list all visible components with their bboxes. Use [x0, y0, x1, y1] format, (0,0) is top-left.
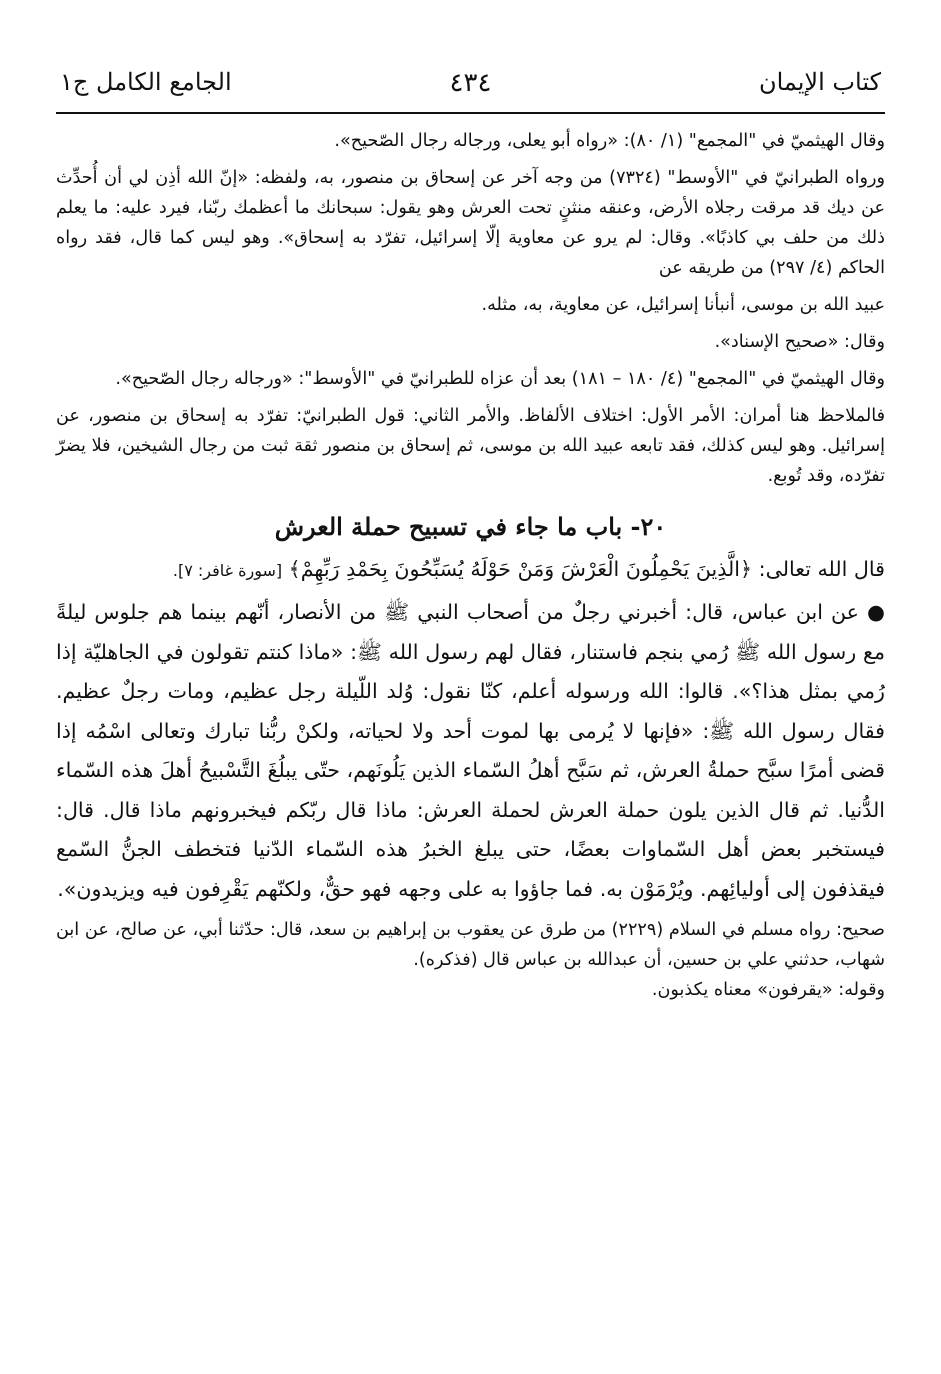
- paragraph-takhrij: صحيح: رواه مسلم في السلام (٢٢٢٩) من طرق عن يعقوب بن إبراهيم بن سعد، قال: حدّثنا أبي، عن صالح، عن ابن شهاب، حدثني علي بن حسين، أن عبدالله بن عباس قال (فذكره).: [56, 920, 885, 970]
- quran-verse-reference: [سورة غافر: ٧].: [172, 561, 283, 580]
- header-book-title: كتاب الإيمان: [758, 68, 881, 96]
- page-body: [56, 126, 885, 1005]
- paragraph-haythami-2: وقال الهيثميّ في "المجمع" (٤/ ١٨٠ – ١٨١) بعد أن عزاه للطبرانيّ في "الأوسط": «ورجاله رجال الصّحيح».: [115, 369, 885, 389]
- chapter-title: ٢٠- باب ما جاء في تسبيح حملة العرش: [274, 512, 667, 541]
- paragraph-hakim-grading: وقال: «صحيح الإسناد».: [714, 332, 885, 352]
- paragraph-word-meaning: وقوله: «يقرفون» معناه يكذبون.: [651, 980, 885, 1000]
- paragraph-tabarani: ورواه الطبرانيّ في "الأوسط" (٧٣٢٤) من وجه آخر عن إسحاق بن منصور، به، ولفظه: «إنّ الله أذِن لي أن أُحدِّث عن ديك قد مرقت رجلاه الأرض، وعنقه منثنٍ تحت العرش وهو يقول: سبحانك ما أعظمك ربّنا، فيرد عليه: ما يعلم ذلك من حلف بي كاذبًا». وقال: لم يرو عن معاوية إلّا إسرائيل، تفرّد به إسحاق». وهو ليس كما قال، فقد رواه الحاكم (٤/ ٢٩٧) من طريقه عن: [56, 168, 885, 278]
- running-header: [56, 62, 885, 114]
- hadith-text: ● عن ابن عباس، قال: أخبرني رجلٌ من أصحاب النبي ﷺ من الأنصار، أنّهم بينما هم جلوس ليلةً مع رسول الله ﷺ رُمي بنجم فاستنار، فقال لهم رسول الله ﷺ: «ماذا كنتم تقولون في الجاهليّة إذا رُمي بمثل هذا؟». قالوا: الله ورسوله أعلم، كنّا نقول: وُلد اللّيلة رجل عظيم، ومات رجلٌ عظيم. فقال رسول الله ﷺ: «فإنها لا يُرمى بها لموت أحد ولا لحياته، ولكنْ ربُّنا تبارك وتعالى اسْمُه إذا قضى أمرًا سبَّح حملةُ العرش، ثم سَبَّح أهلُ السّماء الذين يَلُونَهم، حتّى يبلُغَ التَّسْبيحُ أهلَ هذه السّماء الدُّنيا. ثم قال الذين يلون حملة العرش لحملة العرش: ماذا قال ربّكم فيخبرونهم ماذا قال. قال: فيستخبر بعض أهل السّماوات بعضًا، حتى يبلغ الخبرُ هذه السّماء الدّنيا فتخطف الجنُّ السّمع فيقذفون إلى أوليائِهم. ويُرْمَوْن به. فما جاؤوا به على وجهه فهو حقٌّ، ولكنّهم يَقْرِفون فيه ويزيدون».: [56, 600, 885, 901]
- quran-verse-text: قال الله تعالى: ﴿الَّذِينَ يَحْمِلُونَ الْعَرْشَ وَمَنْ حَوْلَهُ يُسَبِّحُونَ بِحَمْدِ رَبِّهِمْ﴾: [288, 557, 885, 581]
- page-number: ٤٣٤: [449, 68, 492, 98]
- paragraph-observation: فالملاحظ هنا أمران: الأمر الأول: اختلاف الألفاظ. والأمر الثاني: قول الطبرانيّ: تفرّد به إسحاق بن منصور، عن إسرائيل. وهو ليس كذلك، فقد تابعه عبيد الله بن موسى، ثم إسحاق بن منصور ثقة ثبت من رجال الشيخين، فلا يضرّ تفرّده، وقد تُوبع.: [56, 406, 885, 486]
- quran-verse: [56, 549, 885, 591]
- paragraph-haythami-1: وقال الهيثميّ في "المجمع" (١/ ٨٠): «رواه أبو يعلى، ورجاله رجال الصّحيح».: [334, 131, 885, 151]
- paragraph-ubaydullah: عبيد الله بن موسى، أنبأنا إسرائيل، عن معاوية، به، مثله.: [481, 295, 885, 315]
- takhrij-section: [56, 915, 885, 1005]
- header-volume-title: الجامع الكامل ج١: [60, 68, 232, 96]
